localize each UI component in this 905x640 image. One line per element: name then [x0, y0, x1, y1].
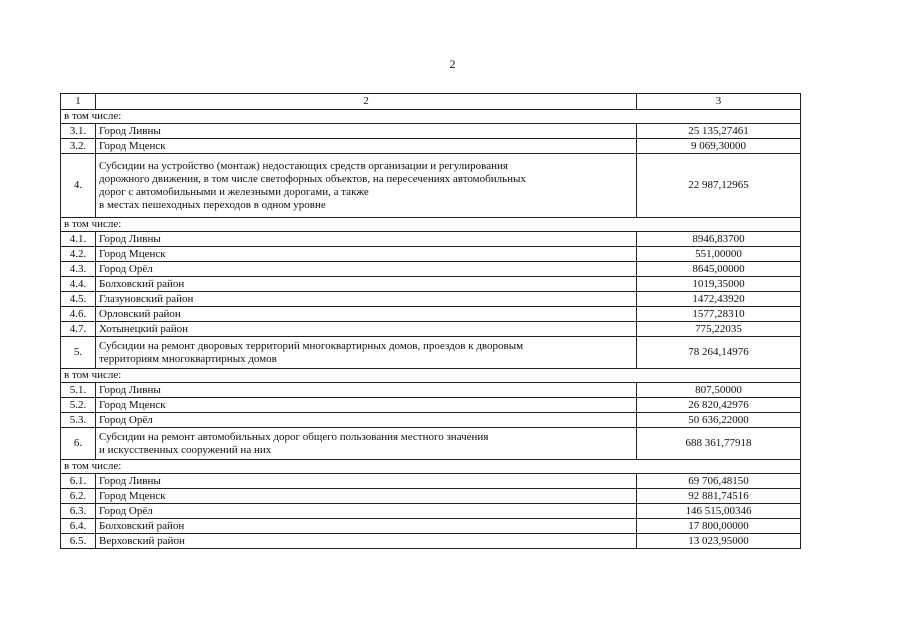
row-number: 6.4.	[61, 519, 96, 534]
subtotal-caption-row	[61, 218, 801, 232]
row-amount: 146 515,00346	[637, 504, 801, 519]
header-cell-3: 3	[637, 94, 801, 110]
row-name: Хотынецкий район	[96, 322, 637, 337]
header-cell-2: 2	[96, 94, 637, 110]
row-number: 4.1.	[61, 232, 96, 247]
table-row	[61, 247, 801, 262]
table-row	[61, 262, 801, 277]
row-amount: 9 069,30000	[637, 139, 801, 154]
description-line: Субсидии на ремонт дворовых территорий многоквартирных домов, проездов к дворовым	[99, 339, 524, 352]
row-name: Глазуновский район	[96, 292, 637, 307]
row-number: 4.4.	[61, 277, 96, 292]
description-line: дорожного движения, в том числе светофорных объектов, на пересечениях автомобильных	[99, 172, 526, 185]
row-name: Город Мценск	[96, 139, 637, 154]
table-row	[61, 413, 801, 428]
subtotal-caption: в том числе:	[61, 369, 801, 383]
section-number: 5.	[61, 337, 96, 369]
row-amount: 92 881,74516	[637, 489, 801, 504]
section-description	[96, 337, 637, 369]
subtotal-caption-row	[61, 110, 801, 124]
row-amount: 1472,43920	[637, 292, 801, 307]
description-line: территориям многоквартирных домов	[99, 352, 277, 365]
subsidy-section-row	[61, 154, 801, 218]
table-row	[61, 139, 801, 154]
page-number: 2	[449, 57, 456, 71]
table-row	[61, 124, 801, 139]
description-line: Субсидии на ремонт автомобильных дорог общего пользования местного значения	[99, 430, 489, 443]
subsidy-table	[60, 93, 801, 549]
row-number: 4.6.	[61, 307, 96, 322]
row-amount: 807,50000	[637, 383, 801, 398]
row-amount: 13 023,95000	[637, 534, 801, 549]
row-number: 6.2.	[61, 489, 96, 504]
description-line: дорог с автомобильными и железными дорогами, а также	[99, 185, 369, 198]
subtotal-caption: в том числе:	[61, 460, 801, 474]
row-name: Город Орёл	[96, 413, 637, 428]
row-name: Город Орёл	[96, 262, 637, 277]
table-row	[61, 398, 801, 413]
row-number: 3.2.	[61, 139, 96, 154]
row-amount: 8645,00000	[637, 262, 801, 277]
section-description	[96, 428, 637, 460]
row-amount: 17 800,00000	[637, 519, 801, 534]
subtotal-caption-row	[61, 369, 801, 383]
row-amount: 50 636,22000	[637, 413, 801, 428]
table-row	[61, 504, 801, 519]
subsidy-section-row	[61, 428, 801, 460]
section-amount: 78 264,14976	[637, 337, 801, 369]
description-line: в местах пешеходных переходов в одном уровне	[99, 198, 326, 211]
row-number: 6.3.	[61, 504, 96, 519]
section-number: 4.	[61, 154, 96, 218]
row-amount: 775,22035	[637, 322, 801, 337]
row-name: Город Ливны	[96, 383, 637, 398]
table-row	[61, 489, 801, 504]
row-number: 6.1.	[61, 474, 96, 489]
row-name: Болховский район	[96, 277, 637, 292]
row-number: 4.7.	[61, 322, 96, 337]
row-number: 6.5.	[61, 534, 96, 549]
subsidy-section-row	[61, 337, 801, 369]
row-name: Город Ливны	[96, 474, 637, 489]
row-number: 3.1.	[61, 124, 96, 139]
row-name: Город Орёл	[96, 504, 637, 519]
row-name: Орловский район	[96, 307, 637, 322]
row-amount: 1019,35000	[637, 277, 801, 292]
table-row	[61, 322, 801, 337]
row-number: 4.2.	[61, 247, 96, 262]
row-amount: 26 820,42976	[637, 398, 801, 413]
row-amount: 551,00000	[637, 247, 801, 262]
description-line: и искусственных сооружений на них	[99, 443, 272, 456]
section-number: 6.	[61, 428, 96, 460]
row-name: Город Мценск	[96, 247, 637, 262]
row-number: 5.1.	[61, 383, 96, 398]
row-name: Город Мценск	[96, 489, 637, 504]
table-row	[61, 307, 801, 322]
table-row	[61, 383, 801, 398]
table-row	[61, 292, 801, 307]
table-body	[61, 94, 801, 549]
row-number: 4.5.	[61, 292, 96, 307]
row-number: 4.3.	[61, 262, 96, 277]
subtotal-caption-row	[61, 460, 801, 474]
row-number: 5.2.	[61, 398, 96, 413]
table-row	[61, 232, 801, 247]
section-description	[96, 154, 637, 218]
row-amount: 1577,28310	[637, 307, 801, 322]
table-row	[61, 474, 801, 489]
header-cell-1: 1	[61, 94, 96, 110]
table-row	[61, 534, 801, 549]
description-line: Субсидии на устройство (монтаж) недостающих средств организации и регулирования	[99, 159, 508, 172]
row-name: Город Мценск	[96, 398, 637, 413]
row-name: Город Ливны	[96, 232, 637, 247]
table-row	[61, 277, 801, 292]
row-name: Верховский район	[96, 534, 637, 549]
row-amount: 69 706,48150	[637, 474, 801, 489]
row-amount: 8946,83700	[637, 232, 801, 247]
subtotal-caption: в том числе:	[61, 110, 801, 124]
row-number: 5.3.	[61, 413, 96, 428]
section-amount: 22 987,12965	[637, 154, 801, 218]
row-name: Болховский район	[96, 519, 637, 534]
row-amount: 25 135,27461	[637, 124, 801, 139]
section-amount: 688 361,77918	[637, 428, 801, 460]
table-header-row	[61, 94, 801, 110]
row-name: Город Ливны	[96, 124, 637, 139]
table-row	[61, 519, 801, 534]
subtotal-caption: в том числе:	[61, 218, 801, 232]
